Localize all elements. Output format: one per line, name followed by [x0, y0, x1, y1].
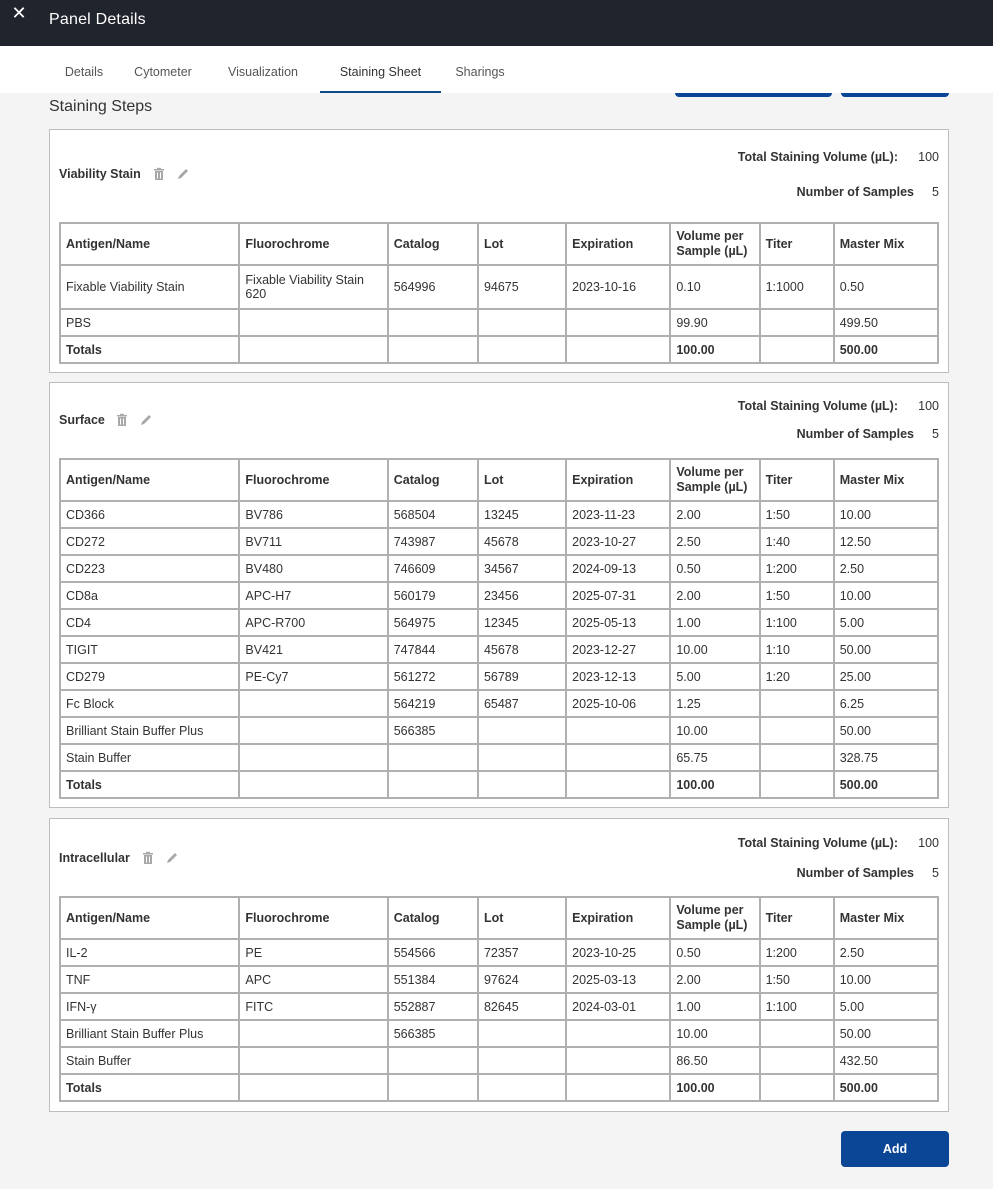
tab-bar — [0, 46, 993, 93]
table-cell: 50.00 — [834, 1020, 938, 1047]
column-header: Master Mix — [834, 459, 938, 501]
table-cell: 65487 — [478, 690, 566, 717]
table-cell: 12345 — [478, 609, 566, 636]
table-cell: 2023-10-25 — [566, 939, 670, 966]
table-cell: 2023-11-23 — [566, 501, 670, 528]
table-cell: 82645 — [478, 993, 566, 1020]
table-cell — [478, 1020, 566, 1047]
table-cell: 99.90 — [670, 309, 759, 336]
totals-cell — [239, 336, 387, 363]
column-header: Catalog — [388, 897, 478, 939]
step-card-surface — [49, 382, 949, 808]
table-cell: 72357 — [478, 939, 566, 966]
total-volume-label: Total Staining Volume (µL): — [737, 836, 898, 850]
table-cell — [388, 1047, 478, 1074]
column-header: Fluorochrome — [239, 897, 387, 939]
table-cell — [239, 744, 387, 771]
table-cell: 1:100 — [760, 609, 834, 636]
table-cell: 746609 — [388, 555, 478, 582]
table-cell: 45678 — [478, 528, 566, 555]
table-cell: 2023-12-27 — [566, 636, 670, 663]
table-cell: 552887 — [388, 993, 478, 1020]
column-header: Volume per Sample (µL) — [670, 897, 759, 939]
table-cell — [239, 1020, 387, 1047]
column-header: Volume per Sample (µL) — [670, 223, 759, 265]
table-cell: 50.00 — [834, 636, 938, 663]
table-cell: 10.00 — [834, 501, 938, 528]
table-cell: 23456 — [478, 582, 566, 609]
table-cell — [760, 1047, 834, 1074]
table-cell: IL-2 — [60, 939, 239, 966]
trash-icon[interactable] — [152, 167, 166, 181]
table-cell: 1:40 — [760, 528, 834, 555]
table-row — [60, 609, 938, 636]
table-cell: Fixable Viability Stain — [60, 265, 239, 309]
totals-cell — [388, 1074, 478, 1101]
table-header-row — [60, 897, 938, 939]
total-volume-label: Total Staining Volume (µL): — [737, 399, 898, 413]
table-row — [60, 555, 938, 582]
tab-details[interactable]: Details — [64, 65, 104, 79]
table-cell — [760, 309, 834, 336]
table-cell: 34567 — [478, 555, 566, 582]
table-cell: Fixable Viability Stain 620 — [239, 265, 387, 309]
column-header: Expiration — [566, 223, 670, 265]
table-cell: PBS — [60, 309, 239, 336]
totals-cell — [478, 1074, 566, 1101]
table-cell: 328.75 — [834, 744, 938, 771]
table-cell: 1:200 — [760, 555, 834, 582]
totals-row — [60, 771, 938, 798]
step-name: Viability Stain — [59, 167, 141, 181]
table-cell: 1:100 — [760, 993, 834, 1020]
table-row — [60, 501, 938, 528]
table-cell: 6.25 — [834, 690, 938, 717]
column-header: Expiration — [566, 897, 670, 939]
table-cell: 2024-09-13 — [566, 555, 670, 582]
table-cell — [239, 690, 387, 717]
table-cell: 743987 — [388, 528, 478, 555]
column-header: Master Mix — [834, 897, 938, 939]
table-cell: 10.00 — [834, 582, 938, 609]
column-header: Lot — [478, 459, 566, 501]
table-cell: CD366 — [60, 501, 239, 528]
pencil-icon[interactable] — [176, 167, 190, 181]
table-row — [60, 265, 938, 309]
totals-cell — [388, 336, 478, 363]
table-cell — [566, 717, 670, 744]
table-cell — [760, 1020, 834, 1047]
table-cell: 551384 — [388, 966, 478, 993]
table-cell: 12.50 — [834, 528, 938, 555]
column-header: Titer — [760, 459, 834, 501]
column-header: Volume per Sample (µL) — [670, 459, 759, 501]
table-cell: 566385 — [388, 1020, 478, 1047]
column-header: Lot — [478, 897, 566, 939]
table-cell: 2025-07-31 — [566, 582, 670, 609]
totals-cell — [478, 336, 566, 363]
table-row — [60, 939, 938, 966]
table-row — [60, 717, 938, 744]
column-header: Antigen/Name — [60, 459, 239, 501]
table-cell: 554566 — [388, 939, 478, 966]
totals-row — [60, 336, 938, 363]
totals-cell: 100.00 — [670, 771, 759, 798]
totals-cell: 100.00 — [670, 336, 759, 363]
table-cell: 5.00 — [834, 609, 938, 636]
table-row — [60, 528, 938, 555]
table-cell: 13245 — [478, 501, 566, 528]
table-cell: BV480 — [239, 555, 387, 582]
table-cell: 564219 — [388, 690, 478, 717]
table-cell: 1:50 — [760, 582, 834, 609]
column-header: Antigen/Name — [60, 897, 239, 939]
table-cell: 86.50 — [670, 1047, 759, 1074]
totals-cell: Totals — [60, 1074, 239, 1101]
table-cell: APC — [239, 966, 387, 993]
table-row — [60, 582, 938, 609]
table-cell: 0.50 — [670, 939, 759, 966]
totals-cell: Totals — [60, 771, 239, 798]
table-cell: BV711 — [239, 528, 387, 555]
step-name: Intracellular — [59, 851, 130, 865]
table-cell: 1:50 — [760, 501, 834, 528]
table-cell — [478, 744, 566, 771]
staining-table — [59, 896, 939, 1102]
table-cell: PE — [239, 939, 387, 966]
tab-staining-sheet[interactable]: Staining Sheet — [320, 46, 441, 93]
tab-visualization[interactable]: Visualization — [228, 65, 298, 79]
toolbar-button[interactable] — [675, 93, 832, 97]
table-row — [60, 690, 938, 717]
totals-cell — [239, 1074, 387, 1101]
totals-cell: Totals — [60, 336, 239, 363]
pencil-icon[interactable] — [165, 851, 179, 865]
table-cell: 1:1000 — [760, 265, 834, 309]
step-name: Surface — [59, 413, 105, 427]
num-samples-value[interactable]: 5 — [932, 185, 939, 199]
table-cell: 2.00 — [670, 966, 759, 993]
table-cell: 568504 — [388, 501, 478, 528]
table-row — [60, 309, 938, 336]
num-samples-value[interactable]: 5 — [932, 866, 939, 880]
table-cell — [239, 309, 387, 336]
totals-cell — [760, 771, 834, 798]
table-cell: 65.75 — [670, 744, 759, 771]
totals-cell: 500.00 — [834, 336, 938, 363]
total-volume-value[interactable]: 100 — [918, 836, 939, 850]
table-cell — [478, 309, 566, 336]
table-cell — [566, 744, 670, 771]
table-cell: 5.00 — [834, 993, 938, 1020]
table-cell: 0.50 — [834, 265, 938, 309]
num-samples-label: Number of Samples — [796, 427, 914, 441]
totals-cell — [566, 1074, 670, 1101]
table-cell: 10.00 — [670, 636, 759, 663]
table-cell: 1:50 — [760, 966, 834, 993]
column-header: Lot — [478, 223, 566, 265]
table-cell: 2023-12-13 — [566, 663, 670, 690]
table-header-row — [60, 223, 938, 265]
pencil-icon[interactable] — [139, 413, 153, 427]
table-cell — [239, 1047, 387, 1074]
table-cell: 564996 — [388, 265, 478, 309]
column-header: Expiration — [566, 459, 670, 501]
table-row — [60, 966, 938, 993]
table-cell: PE-Cy7 — [239, 663, 387, 690]
step-card-viability-stain — [49, 129, 949, 373]
table-cell: 499.50 — [834, 309, 938, 336]
table-cell: 0.10 — [670, 265, 759, 309]
total-volume-value[interactable]: 100 — [918, 399, 939, 413]
totals-cell — [388, 771, 478, 798]
table-cell: 10.00 — [670, 717, 759, 744]
table-cell: 561272 — [388, 663, 478, 690]
staining-table — [59, 458, 939, 799]
totals-cell — [239, 771, 387, 798]
tab-sharings[interactable]: Sharings — [455, 65, 505, 79]
table-cell: Brilliant Stain Buffer Plus — [60, 717, 239, 744]
totals-cell — [566, 771, 670, 798]
totals-cell: 500.00 — [834, 1074, 938, 1101]
add-button[interactable]: Add — [841, 1131, 949, 1167]
table-header-row — [60, 459, 938, 501]
table-cell: 25.00 — [834, 663, 938, 690]
table-cell: TIGIT — [60, 636, 239, 663]
table-cell — [566, 1047, 670, 1074]
table-cell — [566, 309, 670, 336]
trash-icon[interactable] — [141, 851, 155, 865]
table-cell: 564975 — [388, 609, 478, 636]
table-cell: Brilliant Stain Buffer Plus — [60, 1020, 239, 1047]
num-samples-value[interactable]: 5 — [932, 427, 939, 441]
toolbar-button[interactable] — [841, 93, 949, 97]
table-row — [60, 993, 938, 1020]
table-cell: 432.50 — [834, 1047, 938, 1074]
table-row — [60, 744, 938, 771]
staining-table — [59, 222, 939, 364]
totals-cell: 500.00 — [834, 771, 938, 798]
num-samples-label: Number of Samples — [796, 866, 914, 880]
table-cell — [478, 1047, 566, 1074]
table-cell: 1:200 — [760, 939, 834, 966]
table-cell: 2025-10-06 — [566, 690, 670, 717]
top-bar — [0, 0, 993, 46]
table-cell: Stain Buffer — [60, 744, 239, 771]
table-cell: 1:20 — [760, 663, 834, 690]
table-cell: CD279 — [60, 663, 239, 690]
column-header: Titer — [760, 223, 834, 265]
total-volume-value[interactable]: 100 — [918, 150, 939, 164]
table-row — [60, 1020, 938, 1047]
step-card-intracellular — [49, 818, 949, 1112]
table-cell: 566385 — [388, 717, 478, 744]
table-cell: 2025-03-13 — [566, 966, 670, 993]
table-cell — [760, 717, 834, 744]
table-cell — [388, 744, 478, 771]
table-cell: 10.00 — [670, 1020, 759, 1047]
table-cell: APC-R700 — [239, 609, 387, 636]
table-cell: 2.50 — [834, 555, 938, 582]
column-header: Fluorochrome — [239, 459, 387, 501]
totals-cell — [760, 1074, 834, 1101]
column-header: Titer — [760, 897, 834, 939]
table-cell: 56789 — [478, 663, 566, 690]
table-cell: BV421 — [239, 636, 387, 663]
page-title: Panel Details — [49, 11, 146, 28]
close-icon[interactable]: ✕ — [11, 3, 27, 23]
table-cell: 2.00 — [670, 582, 759, 609]
table-cell: 5.00 — [670, 663, 759, 690]
table-cell: Fc Block — [60, 690, 239, 717]
table-row — [60, 663, 938, 690]
table-cell: 2.50 — [670, 528, 759, 555]
column-header: Catalog — [388, 223, 478, 265]
table-cell: 1.25 — [670, 690, 759, 717]
table-cell: 1.00 — [670, 609, 759, 636]
section-title: Staining Steps — [49, 98, 153, 115]
table-cell — [566, 1020, 670, 1047]
totals-cell — [760, 336, 834, 363]
tab-cytometer[interactable]: Cytometer — [134, 65, 192, 79]
table-cell: 97624 — [478, 966, 566, 993]
totals-row — [60, 1074, 938, 1101]
column-header: Catalog — [388, 459, 478, 501]
table-cell: 560179 — [388, 582, 478, 609]
table-cell: Stain Buffer — [60, 1047, 239, 1074]
table-cell: 50.00 — [834, 717, 938, 744]
table-cell: CD223 — [60, 555, 239, 582]
table-cell: 45678 — [478, 636, 566, 663]
table-cell: 94675 — [478, 265, 566, 309]
totals-cell: 100.00 — [670, 1074, 759, 1101]
num-samples-label: Number of Samples — [796, 185, 914, 199]
content-area — [0, 93, 993, 1189]
table-cell: APC-H7 — [239, 582, 387, 609]
trash-icon[interactable] — [115, 413, 129, 427]
table-cell: CD4 — [60, 609, 239, 636]
table-cell — [239, 717, 387, 744]
table-cell: 2.00 — [670, 501, 759, 528]
table-cell: CD272 — [60, 528, 239, 555]
total-volume-label: Total Staining Volume (µL): — [737, 150, 898, 164]
table-cell: 2024-03-01 — [566, 993, 670, 1020]
table-cell — [388, 309, 478, 336]
table-cell — [478, 717, 566, 744]
table-row — [60, 1047, 938, 1074]
table-cell — [760, 744, 834, 771]
table-cell: 2.50 — [834, 939, 938, 966]
totals-cell — [566, 336, 670, 363]
table-cell: 1.00 — [670, 993, 759, 1020]
table-cell: CD8a — [60, 582, 239, 609]
column-header: Master Mix — [834, 223, 938, 265]
table-cell: 2023-10-16 — [566, 265, 670, 309]
table-row — [60, 636, 938, 663]
table-cell: 2023-10-27 — [566, 528, 670, 555]
table-cell: IFN-γ — [60, 993, 239, 1020]
table-cell: FITC — [239, 993, 387, 1020]
table-cell: 10.00 — [834, 966, 938, 993]
table-cell: TNF — [60, 966, 239, 993]
table-cell: 0.50 — [670, 555, 759, 582]
column-header: Antigen/Name — [60, 223, 239, 265]
table-cell: 1:10 — [760, 636, 834, 663]
table-cell: BV786 — [239, 501, 387, 528]
totals-cell — [478, 771, 566, 798]
table-cell: 2025-05-13 — [566, 609, 670, 636]
column-header: Fluorochrome — [239, 223, 387, 265]
table-cell — [760, 690, 834, 717]
table-cell: 747844 — [388, 636, 478, 663]
